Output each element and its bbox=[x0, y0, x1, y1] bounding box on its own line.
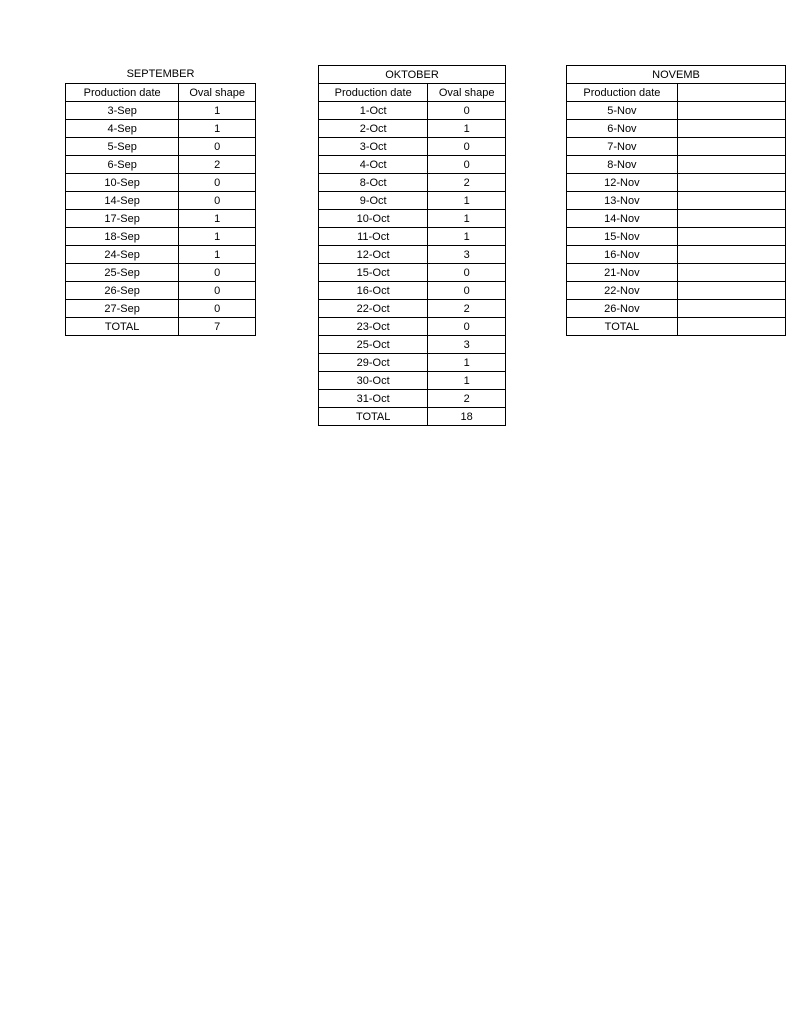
table-row bbox=[567, 102, 786, 120]
oval-shape-cell: 0 bbox=[179, 192, 256, 210]
oval-shape-cell: 3 bbox=[428, 246, 506, 264]
production-date-cell: 25-Sep bbox=[66, 264, 179, 282]
oval-shape-cell bbox=[677, 174, 785, 192]
table-row bbox=[66, 246, 256, 264]
production-date-cell: 27-Sep bbox=[66, 300, 179, 318]
table-row bbox=[66, 210, 256, 228]
oval-shape-cell: 2 bbox=[428, 300, 506, 318]
table-row bbox=[319, 228, 506, 246]
table-header-row bbox=[66, 84, 256, 102]
oval-shape-header bbox=[677, 84, 785, 102]
total-row bbox=[66, 318, 256, 336]
production-date-cell: 7-Nov bbox=[567, 138, 678, 156]
table-row bbox=[319, 246, 506, 264]
production-date-cell: 14-Sep bbox=[66, 192, 179, 210]
oktober-rows bbox=[319, 102, 506, 408]
production-date-cell: 22-Nov bbox=[567, 282, 678, 300]
november-table bbox=[566, 83, 786, 336]
table-row bbox=[319, 138, 506, 156]
oval-shape-cell bbox=[677, 138, 785, 156]
table-row bbox=[66, 300, 256, 318]
oval-shape-cell: 0 bbox=[179, 174, 256, 192]
total-value bbox=[677, 318, 785, 336]
oval-shape-cell bbox=[677, 300, 785, 318]
table-row bbox=[319, 102, 506, 120]
production-date-cell: 24-Sep bbox=[66, 246, 179, 264]
production-date-cell: 25-Oct bbox=[319, 336, 428, 354]
table-row bbox=[66, 264, 256, 282]
production-date-cell: 17-Sep bbox=[66, 210, 179, 228]
oval-shape-cell: 1 bbox=[179, 246, 256, 264]
oval-shape-cell: 0 bbox=[428, 318, 506, 336]
table-row bbox=[66, 138, 256, 156]
oval-shape-cell: 0 bbox=[428, 138, 506, 156]
oktober-title: OKTOBER bbox=[318, 65, 506, 83]
production-date-cell: 29-Oct bbox=[319, 354, 428, 372]
production-date-cell: 3-Oct bbox=[319, 138, 428, 156]
production-date-cell: 15-Oct bbox=[319, 264, 428, 282]
september-table bbox=[65, 83, 256, 336]
production-date-cell: 6-Nov bbox=[567, 120, 678, 138]
table-row bbox=[319, 282, 506, 300]
table-row bbox=[319, 264, 506, 282]
table-row bbox=[66, 192, 256, 210]
production-date-cell: 15-Nov bbox=[567, 228, 678, 246]
table-row bbox=[66, 120, 256, 138]
production-date-cell: 6-Sep bbox=[66, 156, 179, 174]
oval-shape-cell: 0 bbox=[179, 264, 256, 282]
table-row bbox=[567, 228, 786, 246]
total-value: 18 bbox=[428, 408, 506, 426]
oval-shape-cell: 0 bbox=[179, 300, 256, 318]
production-date-cell: 10-Oct bbox=[319, 210, 428, 228]
table-row bbox=[567, 138, 786, 156]
oval-shape-cell bbox=[677, 246, 785, 264]
oval-shape-cell: 1 bbox=[428, 372, 506, 390]
table-row bbox=[319, 336, 506, 354]
production-date-cell: 12-Oct bbox=[319, 246, 428, 264]
table-row bbox=[567, 156, 786, 174]
table-row bbox=[319, 390, 506, 408]
production-date-cell: 11-Oct bbox=[319, 228, 428, 246]
total-row bbox=[319, 408, 506, 426]
production-date-cell: 16-Oct bbox=[319, 282, 428, 300]
november-rows bbox=[567, 102, 786, 318]
production-date-header: Production date bbox=[567, 84, 678, 102]
production-date-cell: 13-Nov bbox=[567, 192, 678, 210]
total-value: 7 bbox=[179, 318, 256, 336]
oval-shape-cell bbox=[677, 120, 785, 138]
table-row bbox=[567, 300, 786, 318]
table-row bbox=[66, 174, 256, 192]
table-row bbox=[319, 120, 506, 138]
oval-shape-cell: 1 bbox=[179, 120, 256, 138]
production-date-cell: 1-Oct bbox=[319, 102, 428, 120]
table-row bbox=[567, 210, 786, 228]
production-date-cell: 4-Sep bbox=[66, 120, 179, 138]
oval-shape-cell: 1 bbox=[428, 228, 506, 246]
table-row bbox=[319, 318, 506, 336]
oval-shape-cell: 1 bbox=[428, 210, 506, 228]
oval-shape-cell: 1 bbox=[179, 210, 256, 228]
oval-shape-cell: 2 bbox=[179, 156, 256, 174]
table-row bbox=[66, 282, 256, 300]
table-row bbox=[567, 246, 786, 264]
production-date-cell: 3-Sep bbox=[66, 102, 179, 120]
september-title: SEPTEMBER bbox=[126, 68, 195, 80]
production-date-cell: 21-Nov bbox=[567, 264, 678, 282]
oval-shape-cell: 0 bbox=[428, 264, 506, 282]
oval-shape-cell bbox=[677, 210, 785, 228]
oval-shape-cell bbox=[677, 156, 785, 174]
oval-shape-cell: 2 bbox=[428, 390, 506, 408]
total-label: TOTAL bbox=[319, 408, 428, 426]
production-date-header: Production date bbox=[319, 84, 428, 102]
november-title: NOVEMB bbox=[566, 65, 786, 83]
production-date-cell: 23-Oct bbox=[319, 318, 428, 336]
production-date-cell: 10-Sep bbox=[66, 174, 179, 192]
oval-shape-cell: 0 bbox=[179, 282, 256, 300]
production-date-cell: 18-Sep bbox=[66, 228, 179, 246]
oval-shape-cell bbox=[677, 282, 785, 300]
production-date-cell: 16-Nov bbox=[567, 246, 678, 264]
production-date-cell: 5-Nov bbox=[567, 102, 678, 120]
production-date-cell: 30-Oct bbox=[319, 372, 428, 390]
production-date-header: Production date bbox=[66, 84, 179, 102]
production-date-cell: 31-Oct bbox=[319, 390, 428, 408]
table-row bbox=[567, 120, 786, 138]
oktober-block bbox=[318, 65, 506, 426]
production-date-cell: 5-Sep bbox=[66, 138, 179, 156]
table-row bbox=[319, 372, 506, 390]
production-date-cell: 14-Nov bbox=[567, 210, 678, 228]
oval-shape-cell: 1 bbox=[428, 120, 506, 138]
oval-shape-cell: 1 bbox=[428, 192, 506, 210]
table-row bbox=[567, 192, 786, 210]
oktober-table bbox=[318, 83, 506, 426]
table-row bbox=[66, 102, 256, 120]
november-block bbox=[566, 65, 700, 336]
table-row bbox=[319, 300, 506, 318]
production-date-cell: 4-Oct bbox=[319, 156, 428, 174]
oval-shape-cell: 0 bbox=[179, 138, 256, 156]
table-row bbox=[567, 282, 786, 300]
oval-shape-header: Oval shape bbox=[179, 84, 256, 102]
table-row bbox=[66, 228, 256, 246]
september-block bbox=[65, 65, 256, 336]
table-row bbox=[319, 156, 506, 174]
table-row bbox=[319, 192, 506, 210]
production-date-cell: 2-Oct bbox=[319, 120, 428, 138]
oval-shape-cell: 1 bbox=[179, 102, 256, 120]
oval-shape-cell: 3 bbox=[428, 336, 506, 354]
table-header-row bbox=[567, 84, 786, 102]
total-label: TOTAL bbox=[567, 318, 678, 336]
oval-shape-cell: 0 bbox=[428, 156, 506, 174]
production-date-cell: 8-Nov bbox=[567, 156, 678, 174]
oval-shape-cell: 1 bbox=[179, 228, 256, 246]
table-row bbox=[319, 210, 506, 228]
oval-shape-cell: 0 bbox=[428, 282, 506, 300]
total-row bbox=[567, 318, 786, 336]
total-label: TOTAL bbox=[66, 318, 179, 336]
oval-shape-header: Oval shape bbox=[428, 84, 506, 102]
oval-shape-cell bbox=[677, 102, 785, 120]
oval-shape-cell bbox=[677, 264, 785, 282]
table-row bbox=[319, 354, 506, 372]
production-date-cell: 22-Oct bbox=[319, 300, 428, 318]
oval-shape-cell bbox=[677, 228, 785, 246]
table-row bbox=[567, 264, 786, 282]
oval-shape-cell: 0 bbox=[428, 102, 506, 120]
oval-shape-cell: 2 bbox=[428, 174, 506, 192]
production-date-cell: 26-Sep bbox=[66, 282, 179, 300]
production-date-cell: 8-Oct bbox=[319, 174, 428, 192]
production-date-cell: 12-Nov bbox=[567, 174, 678, 192]
september-rows bbox=[66, 102, 256, 318]
oval-shape-cell: 1 bbox=[428, 354, 506, 372]
table-header-row bbox=[319, 84, 506, 102]
production-date-cell: 9-Oct bbox=[319, 192, 428, 210]
table-row bbox=[319, 174, 506, 192]
table-row bbox=[66, 156, 256, 174]
oval-shape-cell bbox=[677, 192, 785, 210]
table-row bbox=[567, 174, 786, 192]
production-date-cell: 26-Nov bbox=[567, 300, 678, 318]
